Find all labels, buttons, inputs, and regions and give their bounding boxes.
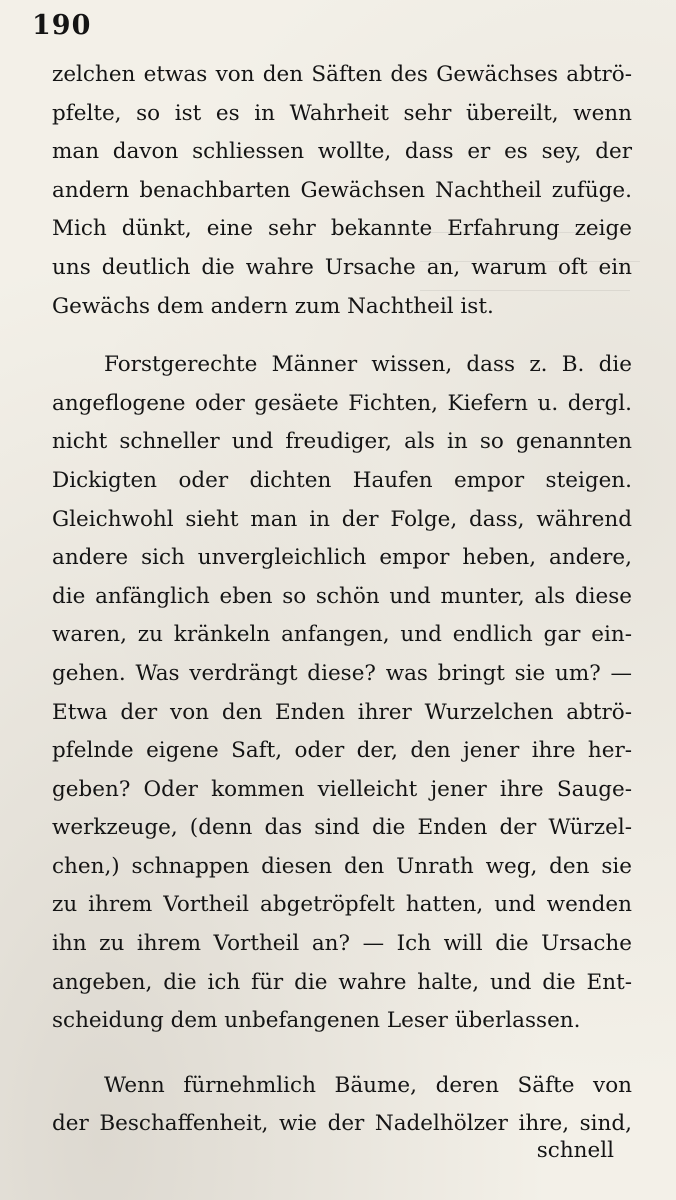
text-line: gehen. Was verdrängt diese? was bringt sie um? — (52, 660, 632, 686)
text-line: zu ihrem Vortheil abgetröpfelt hatten, und wenden (52, 892, 632, 918)
text-line: angeflogene oder gesäete Fichten, Kiefern u. dergl. (52, 390, 632, 416)
text-line: Forstgerechte Männer wissen, dass z. B. die (104, 352, 632, 378)
page-number: 190 (32, 10, 92, 41)
text-line: geben? Oder kommen vielleicht jener ihre Sauge- (52, 776, 632, 802)
text-line: waren, zu kränkeln anfangen, und endlich gar ein- (52, 622, 632, 648)
text-line: Etwa der von den Enden ihrer Wurzelchen abtrö- (52, 699, 632, 725)
text-line: andern benachbarten Gewächsen Nachtheil zufüge. (52, 177, 632, 203)
paragraph-3 (52, 1067, 632, 1144)
paragraph-2 (52, 346, 632, 1041)
body-text (52, 56, 632, 1144)
text-line: ihn zu ihrem Vortheil an? — Ich will die Ursache (52, 931, 632, 957)
text-line: pfelte, so ist es in Wahrheit sehr übereilt, wenn (52, 100, 632, 126)
text-line: chen,) schnappen diesen den Unrath weg, den sie (52, 853, 632, 879)
text-line: scheidung dem unbefangenen Leser überlassen. (52, 1008, 581, 1034)
text-line: nicht schneller und freudiger, als in so genannten (52, 429, 632, 455)
text-line: angeben, die ich für die wahre halte, und die Ent- (52, 969, 632, 995)
paragraph-1 (52, 56, 632, 326)
text-line: die anfänglich eben so schön und munter, als diese (52, 583, 632, 609)
text-line: uns deutlich die wahre Ursache an, warum oft ein (52, 254, 632, 280)
catchword: schnell (536, 1138, 614, 1163)
text-line: man davon schliessen wollte, dass er es sey, der (52, 139, 632, 165)
text-line: Mich dünkt, eine sehr bekannte Erfahrung zeige (52, 216, 632, 242)
paragraph-spacer (52, 326, 632, 346)
text-line: Gewächs dem andern zum Nachtheil ist. (52, 293, 494, 319)
text-line: pfelnde eigene Saft, oder der, den jener ihre her- (52, 738, 632, 764)
text-line: Dickigten oder dichten Haufen empor steigen. (52, 467, 632, 493)
text-line: Gleichwohl sieht man in der Folge, dass, während (52, 506, 632, 532)
text-line: Wenn fürnehmlich Bäume, deren Säfte von (104, 1072, 632, 1098)
text-line: werkzeuge, (denn das sind die Enden der Würzel- (52, 815, 632, 841)
paragraph-spacer (52, 1041, 632, 1067)
text-line: zelchen etwas von den Säften des Gewächses abtrö- (52, 62, 632, 87)
text-line: andere sich unvergleichlich empor heben, andere, (52, 545, 632, 571)
text-line: der Beschaffenheit, wie der Nadelhölzer ihre, sind, (52, 1111, 632, 1137)
